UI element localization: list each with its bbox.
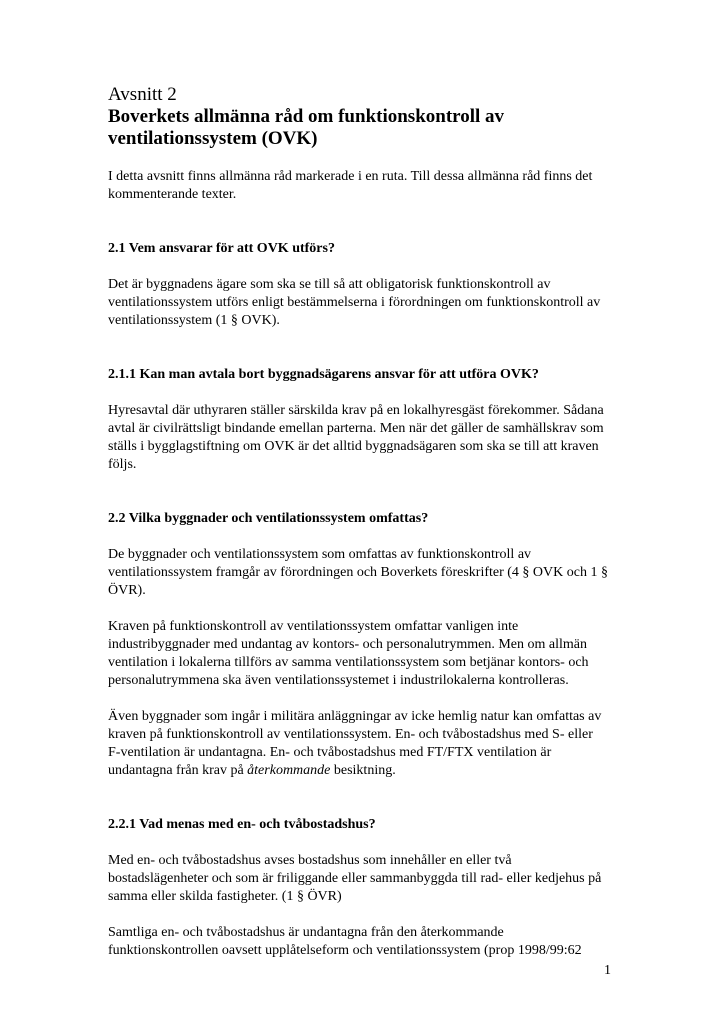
paragraph-2-2-c-end: besiktning. xyxy=(330,763,396,778)
paragraph-2-1-1: Hyresavtal där uthyraren ställer särskilda krav på en lokalhyresgäst förekommer. Sådana avtal är civilrättsligt bindande emellan parterna. Men när det gäller de samhällskrav som ställs i bygglagstiftning om OVK är det alltid byggnadsägaren som ska se till att kraven följs. xyxy=(108,403,604,472)
paragraph-2-2-b: Kraven på funktionskontroll av ventilationssystem omfattar vanligen inte industribyggnader med undantag av kontors- och personalutrymmen. Men om allmän ventilation i lokalerna tillförs av samma ventilationssystem som betjänar kontors- och personalutrymmena ska även ventilationssystemet i industrilokalerna kontrolleras. xyxy=(108,619,589,688)
document-title: Boverkets allmänna råd om funktionskontroll av ventilationssystem (OVK) xyxy=(108,106,505,149)
spacer xyxy=(108,348,608,366)
page-number: 1 xyxy=(604,963,611,978)
paragraph-2-2-1-b: Samtliga en- och tvåbostadshus är undantagna från den återkommande funktionskontrollen oavsett upplåtelseform och ventilationssystem (prop 1998/99:62 xyxy=(108,925,582,958)
document-page xyxy=(108,84,608,978)
paragraph-2-2-c-text: Även byggnader som ingår i militära anläggningar av icke hemlig natur kan omfattas av kraven på funktionskontroll av ventilationssystem. En- och tvåbostadshus med S- eller F-ventilation är undantagna. En- och tvåbostadshus med FT/FTX ventilation är undantagna från krav på xyxy=(108,709,602,778)
heading-2-2-1: 2.2.1 Vad menas med en- och tvåbostadshus? xyxy=(108,817,376,832)
paragraph-2-1: Det är byggnadens ägare som ska se till så att obligatorisk funktionskontroll av ventilationssystem utförs enligt bestämmelserna i förordningen om funktionskontroll av ventilationssystem (1 § OVK). xyxy=(108,277,601,328)
emphasized-text: återkommande xyxy=(247,763,331,778)
paragraph-2-2-c xyxy=(108,708,608,780)
paragraph-2-2-1-a: Med en- och tvåbostadshus avses bostadshus som innehåller en eller två bostadslägenheter och som är friliggande eller sammanbyggda till rad- eller kedjehus på samma eller skilda fastigheter. (1 § ÖVR) xyxy=(108,853,602,904)
heading-2-1: 2.1 Vem ansvarar för att OVK utförs? xyxy=(108,241,335,256)
spacer xyxy=(108,222,608,240)
heading-2-2: 2.2 Vilka byggnader och ventilationssystem omfattas? xyxy=(108,511,429,526)
intro-paragraph: I detta avsnitt finns allmänna råd markerade i en ruta. Till dessa allmänna råd finns det kommenterande texter. xyxy=(108,169,593,202)
spacer xyxy=(108,798,608,816)
paragraph-2-2-a: De byggnader och ventilationssystem som omfattas av funktionskontroll av ventilationssystem framgår av förordningen och Boverkets föreskrifter (4 § OVK och 1 § ÖVR). xyxy=(108,547,608,598)
heading-2-1-1: 2.1.1 Kan man avtala bort byggnadsägarens ansvar för att utföra OVK? xyxy=(108,367,539,382)
section-label: Avsnitt 2 xyxy=(108,84,177,105)
spacer xyxy=(108,492,608,510)
